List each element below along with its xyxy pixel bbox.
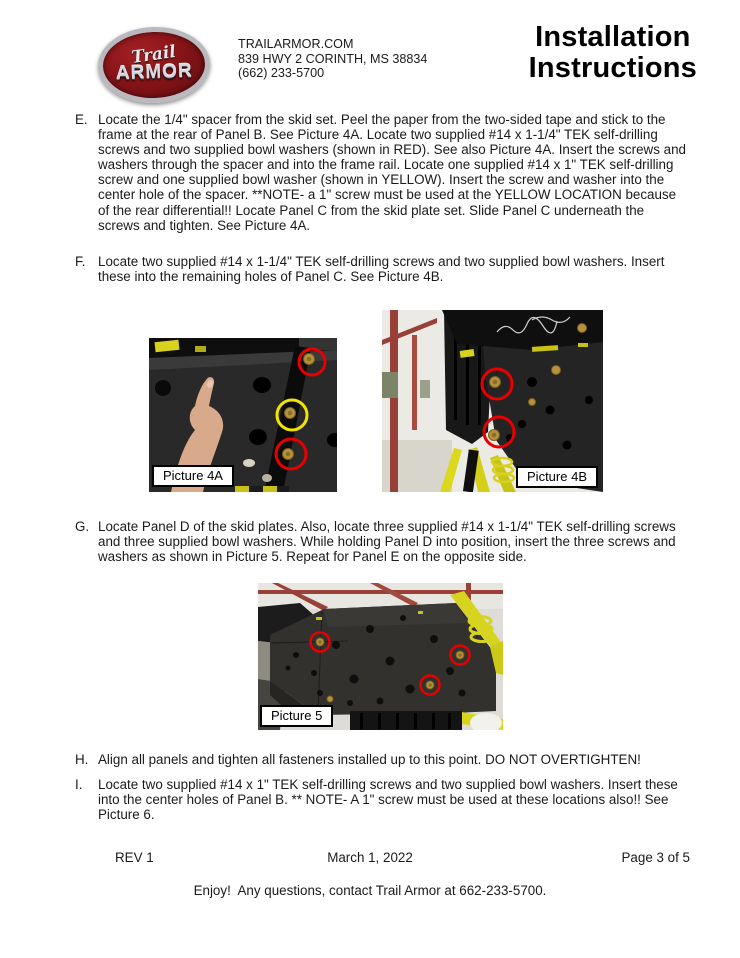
date-label: March 1, 2022 bbox=[327, 850, 413, 865]
step-E bbox=[75, 112, 689, 233]
logo-script-text: Trail bbox=[130, 42, 177, 68]
step-H bbox=[75, 752, 689, 767]
picture-4a-label: Picture 4A bbox=[152, 465, 234, 487]
step-E-text: Locate the 1/4" spacer from the skid set. Peel the paper from the two-sided tape and stick to the frame at the rear of Panel B. See Picture 4A. Locate two supplied #14 x 1-1/4" TEK self-drilling screws and two supplied bowl washers (shown in RED). See also Picture 4A. Insert the screws and washers through the spacer and into the frame rail. Locate one supplied #14 x 1" TEK self-drilling screw and one supplied bowl washer (shown in YELLOW). Insert the screw and washer into the center hole of the spacer. **NOTE- a 1" screw must be used at the YELLOW LOCATION because of the rear differential!! Locate Panel C from the skid plate set. Slide Panel C underneath the screws and tighten. See Picture 4A. bbox=[98, 112, 686, 233]
picture-4a-photo bbox=[149, 338, 337, 492]
photo-4a-caution-stripe bbox=[235, 486, 289, 492]
step-I-letter: I. bbox=[75, 777, 83, 792]
step-F bbox=[75, 254, 689, 284]
step-F-text: Locate two supplied #14 x 1-1/4" TEK self-drilling screws and two supplied bowl washers. Insert these into the remaining holes of Panel C. See Picture 4B. bbox=[98, 254, 665, 285]
closing-line: Enjoy! Any questions, contact Trail Armor at 662-233-5700. bbox=[193, 883, 547, 898]
footer bbox=[0, 850, 740, 866]
step-I bbox=[75, 777, 689, 822]
company-website: TRAILARMOR.COM bbox=[238, 37, 354, 51]
trail-armor-logo bbox=[97, 25, 212, 105]
title-line-2: Instructions bbox=[528, 52, 697, 84]
photo-4a-yellow-bit bbox=[195, 346, 206, 352]
page-title bbox=[529, 22, 697, 84]
company-contact-block bbox=[238, 37, 427, 81]
title-line-1: Installation bbox=[535, 21, 691, 53]
picture-5-photo bbox=[258, 583, 503, 730]
step-I-text: Locate two supplied #14 x 1" TEK self-drilling screws and two supplied bowl washers. Insert these into the center holes of Panel B. ** NOTE- A 1" screw must be used at these locations also!! See Picture 6. bbox=[98, 777, 678, 823]
logo-block-text: ARMOR bbox=[115, 60, 193, 85]
step-H-letter: H. bbox=[75, 752, 89, 767]
step-G bbox=[75, 519, 689, 564]
step-G-text: Locate Panel D of the skid plates. Also, locate three supplied #14 x 1-1/4" TEK self-drilling screws and three supplied bowl washers. While holding Panel D into position, insert the three screws and washers as shown in Picture 5. Repeat for Panel E on the opposite side. bbox=[98, 519, 676, 565]
company-phone: (662) 233-5700 bbox=[238, 66, 325, 81]
step-E-letter: E. bbox=[75, 112, 88, 127]
picture-4b-photo bbox=[382, 310, 603, 492]
picture-5-label: Picture 5 bbox=[260, 705, 333, 727]
picture-4b-label: Picture 4B bbox=[516, 466, 598, 488]
company-address: 839 HWY 2 CORINTH, MS 38834 bbox=[238, 51, 428, 66]
page-number-label: Page 3 of 5 bbox=[621, 850, 690, 865]
photo-5-underbody bbox=[350, 711, 462, 730]
step-G-letter: G. bbox=[75, 519, 90, 534]
step-H-text: Align all panels and tighten all fasteners installed up to this point. DO NOT OVERTIGHTEN! bbox=[98, 752, 641, 767]
picture-4b-scene bbox=[382, 310, 603, 492]
revision-label: REV 1 bbox=[115, 850, 154, 865]
step-F-letter: F. bbox=[75, 254, 86, 269]
